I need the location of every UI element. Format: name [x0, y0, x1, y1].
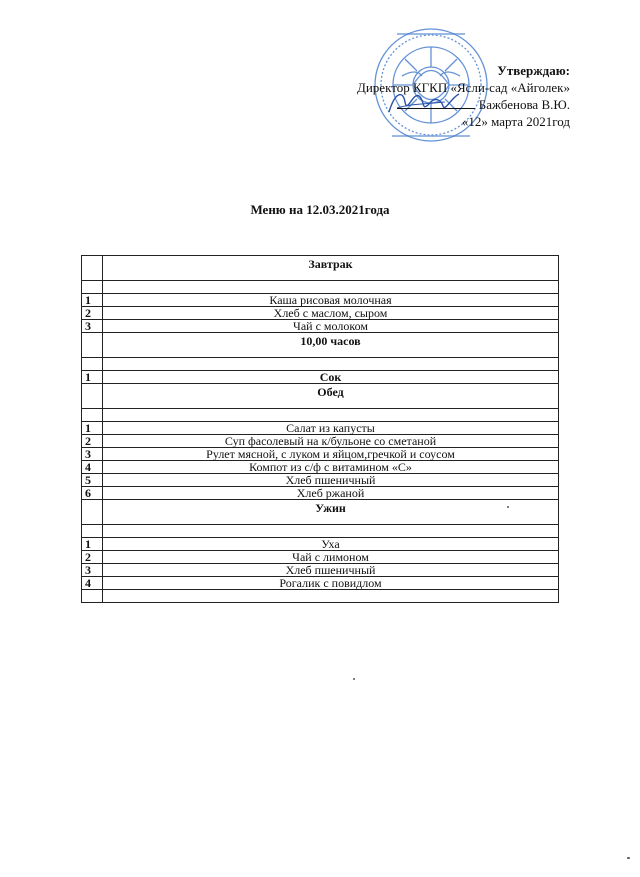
row-number: 3 [82, 320, 103, 333]
section-row-lunch [82, 384, 559, 409]
row-number: 3 [82, 448, 103, 461]
row-number: 4 [82, 461, 103, 474]
section-row-dinner [82, 500, 559, 525]
table-row [82, 435, 559, 448]
row-number: 2 [82, 435, 103, 448]
row-number: 2 [82, 551, 103, 564]
dish-name: Хлеб пшеничный [103, 474, 559, 487]
table-row [82, 448, 559, 461]
dish-name: Салат из капусты [103, 422, 559, 435]
dish-name: Чай с лимоном [103, 551, 559, 564]
table-row [82, 461, 559, 474]
table-row [82, 422, 559, 435]
section-title: 10,00 часов [103, 333, 559, 358]
approval-title: Утверждаю: [497, 63, 570, 78]
row-number: 1 [82, 371, 103, 384]
table-row [82, 371, 559, 384]
section-row-snack [82, 333, 559, 358]
approval-name: Бажбенова В.Ю. [478, 97, 570, 112]
table-row [82, 538, 559, 551]
scan-speck [507, 506, 509, 508]
spacer-row [82, 525, 559, 538]
approval-position: Директор КГКП «Ясли-сад «Айголек» [356, 80, 570, 95]
table-row [82, 474, 559, 487]
dish-name: Хлеб с маслом, сыром [103, 307, 559, 320]
row-number: 3 [82, 564, 103, 577]
table-row [82, 564, 559, 577]
row-number-cell [82, 333, 103, 358]
spacer-row [82, 358, 559, 371]
table-row [82, 551, 559, 564]
dish-name: Суп фасолевый на к/бульоне со сметаной [103, 435, 559, 448]
approval-name-line [357, 96, 570, 113]
table-row [82, 320, 559, 333]
table-row [82, 577, 559, 590]
dish-name: Рогалик с повидлом [103, 577, 559, 590]
row-number-cell [82, 384, 103, 409]
row-number: 5 [82, 474, 103, 487]
row-number-cell [82, 256, 103, 281]
section-row-breakfast [82, 256, 559, 281]
spacer-row [82, 590, 559, 603]
page-title: Меню на 12.03.2021года [250, 202, 390, 217]
dish-name: Компот из с/ф с витамином «С» [103, 461, 559, 474]
section-title: Ужин [103, 500, 559, 525]
approval-date: «12» марта 2021год [461, 114, 570, 129]
dish-name: Хлеб пшеничный [103, 564, 559, 577]
spacer-row [82, 409, 559, 422]
approval-block [357, 62, 570, 130]
menu-table [81, 255, 559, 603]
row-number: 2 [82, 307, 103, 320]
row-number: 1 [82, 538, 103, 551]
dish-name: Рулет мясной, с луком и яйцом,гречкой и соусом [103, 448, 559, 461]
row-number: 1 [82, 294, 103, 307]
table-row [82, 487, 559, 500]
row-number: 4 [82, 577, 103, 590]
scan-speck [353, 678, 355, 680]
section-title: Завтрак [103, 256, 559, 281]
dish-name: Уха [103, 538, 559, 551]
row-number: 1 [82, 422, 103, 435]
row-number-cell [82, 500, 103, 525]
section-title: Обед [103, 384, 559, 409]
scan-speck [627, 857, 630, 859]
table-row [82, 307, 559, 320]
table-row [82, 294, 559, 307]
spacer-row [82, 281, 559, 294]
signature-line [397, 97, 475, 109]
row-number: 6 [82, 487, 103, 500]
dish-name: Каша рисовая молочная [103, 294, 559, 307]
dish-name: Сок [103, 371, 559, 384]
dish-name: Хлеб ржаной [103, 487, 559, 500]
dish-name: Чай с молоком [103, 320, 559, 333]
